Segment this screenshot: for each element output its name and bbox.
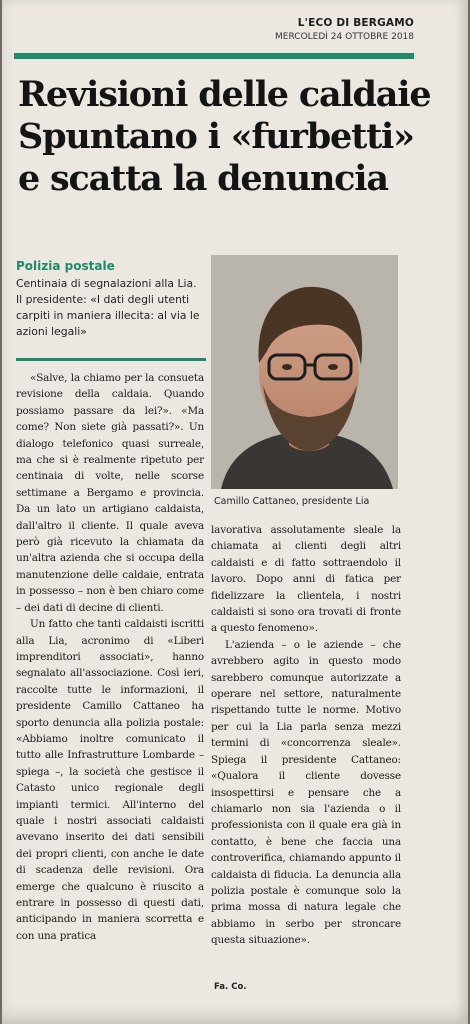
summary-divider [16,358,206,361]
article-summary: Centinaia di segnalazioni alla Lia. Il presidente: «I dati degli utenti carpiti in maniera illecita: al via le azioni legali» [16,277,200,338]
headline-line-2: Spuntano i «furbetti» [18,116,414,157]
photo-caption: Camillo Cattaneo, presidente Lia [214,496,370,507]
author-signature: Fa. Co. [214,982,247,992]
newspaper-clipping [2,0,468,1024]
portrait-illustration [211,255,398,489]
section-color-bar [14,53,414,59]
section-kicker: Polizia postale [16,259,115,273]
paragraph: «Salve, la chiamo per la consueta revisione della caldaia. Quando possiamo passare da lei?». «Ma come? Non siete già passati?». Un dialogo telefonico quasi surreale, ma che si è realmente ripetuto per centinaia di volte, nelle scorse settimane a Bergamo e provincia. Da un lato un artigiano caldaista, dall'altro il cliente. Il quale aveva però già ricevuto la chiamata da un'altra azienda che si occupa della manutenzione delle caldaie, entrata in possesso – non è ben chiaro come – dei dati di decine di clienti. [16,372,204,614]
article-column-1 [16,370,204,944]
portrait-photo [211,255,398,489]
paragraph: L'azienda – o le aziende – che avrebbero agito in questo modo sarebbero comunque autorizzate a operare nel settore, naturalmente rispettando tutte le norme. Motivo per cui la Lia parla senza mezzi termini di «concorrenza sleale». Spiega il presidente Cattaneo: «Qualora il cliente dovesse insospettirsi e pensare che a chiamarlo non sia l'azienda o il professionista con il quale era già in contatto, è bene che faccia una controverifica, chiamando appunto il caldaista di fiducia. La denuncia alla polizia postale è comunque solo la prima mossa di natura legale che abbiamo in serbo per stroncare questa situazione». [211,638,401,947]
headline-line-3: e scatta la denuncia [18,158,388,199]
newspaper-name: L'ECO DI BERGAMO [297,17,414,29]
headline-line-1: Revisioni delle caldaie [18,74,431,115]
paragraph: lavorativa assolutamente sleale la chiamata ai clienti degli altri caldaisti e di fatto sottraendolo il lavoro. Dopo anni di fatica per fidelizzare la clientela, i nostri caldaisti si sono ora trovati di fronte a questo fenomeno». [211,524,401,635]
headline [18,74,458,200]
article-column-2 [211,522,401,949]
paragraph: Un fatto che tanti caldaisti iscritti alla Lia, acronimo di «Liberi imprenditori associati», hanno segnalato all'associazione. Così ieri, raccolte tutte le informazioni, il presidente Camillo Cattaneo ha sporto denuncia alla polizia postale: «Abbiamo inoltre comunicato il tutto alle Infrastrutture Lombarde – spiega –, la società che gestisce il Catasto unico regionale degli impianti termici. All'interno del quale i nostri associati caldaisti avevano inserito dei dati sensibili dei propri clienti, con anche le date di scadenza delle revisioni. Ora emerge che qualcuno è riuscito a entrare in possesso di questi dati, anticipando in maniera scorretta e con una pratica [16,618,204,942]
issue-date: MERCOLEDÌ 24 OTTOBRE 2018 [275,32,414,42]
